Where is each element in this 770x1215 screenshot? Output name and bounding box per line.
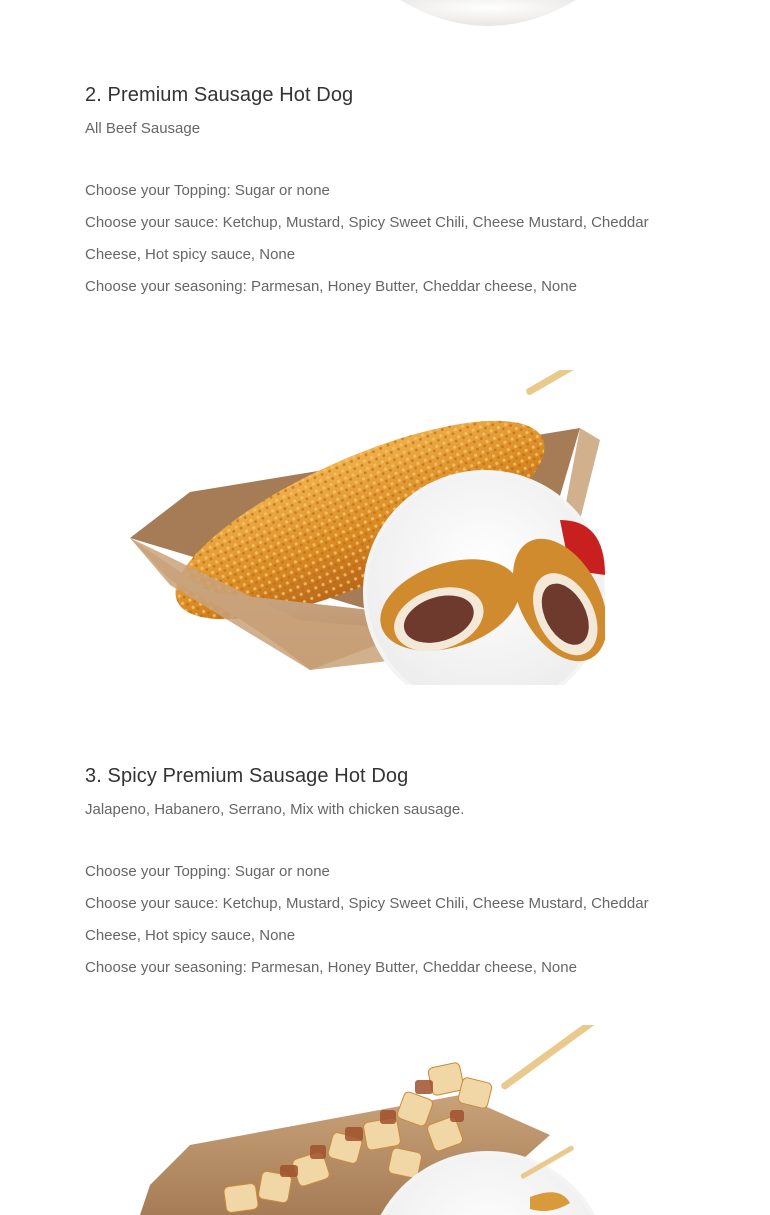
item-seasoning: Choose your seasoning: Parmesan, Honey Butter, Cheddar cheese, None bbox=[85, 278, 577, 295]
premium-sausage-hotdog-image bbox=[130, 370, 605, 685]
item-sauce: Choose your sauce: Ketchup, Mustard, Spicy Sweet Chili, Cheese Mustard, Cheddar Cheese, Hot spicy sauce, None bbox=[85, 214, 649, 263]
item-sauce: Choose your sauce: Ketchup, Mustard, Spicy Sweet Chili, Cheese Mustard, Cheddar Cheese, Hot spicy sauce, None bbox=[85, 895, 649, 944]
item-description: All Beef Sausage bbox=[85, 120, 201, 137]
item-title: 3. Spicy Premium Sausage Hot Dog bbox=[85, 765, 409, 787]
next-item-image bbox=[130, 1025, 605, 1215]
item-topping: Choose your Topping: Sugar or none bbox=[85, 863, 330, 880]
previous-item-image bbox=[130, 0, 605, 30]
menu-item-2 bbox=[85, 81, 685, 303]
item-title: 2. Premium Sausage Hot Dog bbox=[85, 84, 354, 106]
item-description: Jalapeno, Habanero, Serrano, Mix with chicken sausage. bbox=[85, 801, 465, 818]
menu-item-3 bbox=[85, 762, 685, 984]
item-seasoning: Choose your seasoning: Parmesan, Honey Butter, Cheddar cheese, None bbox=[85, 959, 577, 976]
item-topping: Choose your Topping: Sugar or none bbox=[85, 182, 330, 199]
